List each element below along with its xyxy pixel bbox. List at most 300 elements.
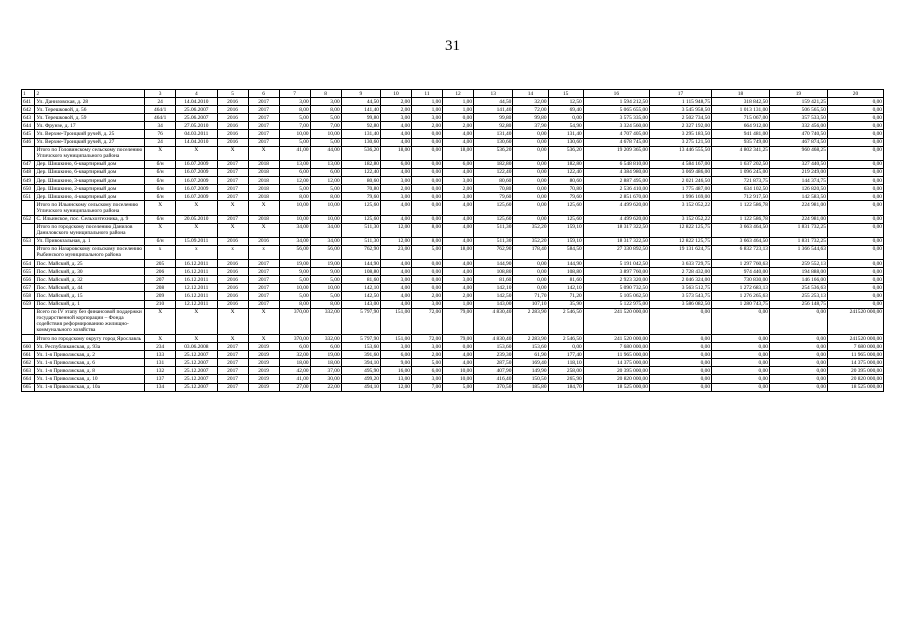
table-cell: 159,10	[548, 223, 583, 237]
table-cell: 4 584 167,00	[649, 160, 711, 168]
table-row	[22, 185, 884, 193]
table-cell: 2017	[217, 383, 248, 391]
row-number: 650	[22, 185, 35, 193]
table-cell: 2016	[217, 237, 248, 245]
table-cell: 0,00	[513, 130, 548, 138]
table-cell: 7,00	[279, 122, 310, 130]
table-cell: 2,00	[412, 122, 443, 130]
table-cell: 12.12.2011	[176, 284, 217, 292]
table-cell: 2 327 192,00	[649, 122, 711, 130]
table-cell: 0,00	[712, 383, 770, 391]
table-cell: 19,00	[310, 260, 341, 268]
row-number: 646	[22, 138, 35, 146]
table-cell: 12,00	[380, 383, 411, 391]
table-cell: 4,00	[380, 260, 411, 268]
table-cell: 25.12.2007	[176, 351, 217, 359]
table-cell: 0,00	[513, 201, 548, 215]
table-cell: 34,00	[310, 223, 341, 237]
row-number: 660	[22, 343, 35, 351]
table-cell: 207	[145, 276, 176, 284]
table-cell: 3 152 052,22	[649, 215, 711, 223]
table-cell: 0,00	[827, 237, 883, 245]
row-number: 647	[22, 160, 35, 168]
table-cell: 2017	[217, 215, 248, 223]
table-cell: 107,10	[513, 300, 548, 308]
table-cell: 5,00	[412, 245, 443, 259]
table-cell: 141,40	[474, 106, 513, 114]
row-number: 643	[22, 114, 35, 122]
address-cell: Ул. Терешковой, д. 59	[35, 114, 145, 122]
table-cell: 2,00	[380, 185, 411, 193]
column-number: 19	[769, 90, 827, 98]
table-cell: 2016	[217, 276, 248, 284]
table-cell: 27.05.2010	[176, 122, 217, 130]
table-cell: 0,00	[827, 168, 883, 176]
table-cell: 5 797,90	[341, 308, 380, 334]
table-cell: 0,00	[513, 177, 548, 185]
table-cell: 4 830,40	[474, 335, 513, 343]
table-cell: 0,00	[513, 160, 548, 168]
table-cell: 2016	[217, 114, 248, 122]
address-cell: Пос. Майский, д. 1	[35, 300, 145, 308]
table-cell: 2017	[217, 343, 248, 351]
row-number: 641	[22, 98, 35, 106]
table-cell: 0,00	[712, 375, 770, 383]
row-number	[22, 245, 35, 259]
table-cell: 7,00	[310, 122, 341, 130]
table-cell: 511,30	[341, 223, 380, 237]
table-cell: 142,10	[474, 284, 513, 292]
table-cell: 3 663 464,50	[712, 237, 770, 245]
table-cell: 2017	[248, 138, 279, 146]
table-cell: 34,00	[279, 237, 310, 245]
table-cell: 0,00	[769, 308, 827, 334]
table-row	[22, 300, 884, 308]
table-cell: 0,00	[412, 160, 443, 168]
table-cell: 34,00	[310, 237, 341, 245]
table-cell: 6 832 723,13	[712, 245, 770, 259]
table-cell: 0,00	[827, 201, 883, 215]
column-number: 17	[649, 90, 711, 98]
subtotal-row	[22, 245, 884, 259]
table-cell: 0,00	[513, 215, 548, 223]
table-cell: 18 525 000,00	[827, 383, 883, 391]
table-cell: 81,60	[474, 276, 513, 284]
table-cell: 3,00	[412, 114, 443, 122]
table-cell: 3,00	[443, 276, 474, 284]
table-row	[22, 276, 884, 284]
table-cell: 370,00	[279, 335, 310, 343]
table-cell: х	[217, 245, 248, 259]
table-cell: 2017	[217, 375, 248, 383]
table-cell: 144 374,75	[769, 177, 827, 185]
table-cell: 0,00	[827, 245, 883, 259]
table-cell: 2017	[217, 177, 248, 185]
table-cell: 8,00	[412, 223, 443, 237]
table-cell: 224 981,00	[769, 215, 827, 223]
row-number: 648	[22, 168, 35, 176]
table-cell: 4,00	[443, 359, 474, 367]
table-cell: 5 105 062,50	[583, 292, 649, 300]
table-cell: 34,00	[279, 223, 310, 237]
table-cell: 25.12.2007	[176, 383, 217, 391]
table-cell: 4,00	[443, 351, 474, 359]
table-cell: 19,00	[310, 351, 341, 359]
row-number: 658	[22, 292, 35, 300]
table-row	[22, 114, 884, 122]
table-cell: 0,00	[827, 114, 883, 122]
address-cell: Дер. Шишкино, 4-квартирный дом	[35, 193, 145, 201]
table-cell: 0,00	[827, 106, 883, 114]
table-cell: 2016	[217, 130, 248, 138]
table-cell: X	[217, 335, 248, 343]
table-cell: 715 067,00	[712, 114, 770, 122]
table-cell: б/н	[145, 237, 176, 245]
table-cell: 70,80	[341, 185, 380, 193]
table-cell: 1 276 265,63	[712, 292, 770, 300]
table-cell: 153,60	[341, 343, 380, 351]
table-cell: 80,60	[548, 177, 583, 185]
housing-program-table-container	[21, 89, 884, 392]
table-cell: 5,00	[443, 383, 474, 391]
table-row	[22, 160, 884, 168]
table-cell: 0,00	[712, 367, 770, 375]
table-cell: 511,30	[341, 237, 380, 245]
table-cell: б/н	[145, 193, 176, 201]
table-cell: 194 888,00	[769, 268, 827, 276]
table-cell: 0,00	[827, 146, 883, 160]
table-cell: 142,10	[548, 284, 583, 292]
table-cell: 7 680 000,00	[827, 343, 883, 351]
table-cell: 32,00	[513, 98, 548, 106]
table-row	[22, 130, 884, 138]
table-cell: 318 842,50	[712, 98, 770, 106]
table-cell: 6,00	[380, 351, 411, 359]
table-cell: X	[145, 308, 176, 334]
table-cell: 0,00	[412, 177, 443, 185]
address-cell: Итого по городскому округу город Ярославль	[35, 335, 145, 343]
table-cell: 3,00	[380, 114, 411, 122]
table-cell: 2016	[217, 138, 248, 146]
table-cell: 219 249,00	[769, 168, 827, 176]
table-cell: 4,00	[380, 138, 411, 146]
table-cell: 3,00	[412, 375, 443, 383]
table-cell: 0,00	[412, 185, 443, 193]
table-cell: 20 820 000,00	[583, 375, 649, 383]
table-cell: 2 502 734,50	[649, 114, 711, 122]
table-cell: 511,30	[474, 223, 513, 237]
table-cell: 130,60	[548, 138, 583, 146]
table-cell: 4,00	[443, 260, 474, 268]
table-cell: X	[248, 146, 279, 160]
table-cell: 12,50	[548, 98, 583, 106]
table-cell: 10,00	[279, 284, 310, 292]
table-cell: 0,00	[412, 168, 443, 176]
table-cell: 0,00	[769, 351, 827, 359]
table-cell: 3,00	[412, 343, 443, 351]
table-cell: 0,00	[513, 268, 548, 276]
table-cell: 184,70	[548, 383, 583, 391]
address-cell: Ул. Верхне-Троицкий ручей, д. 25	[35, 130, 145, 138]
table-cell: 241 520 000,00	[583, 335, 649, 343]
table-cell: 3 324 560,00	[583, 122, 649, 130]
table-cell: 0,00	[769, 375, 827, 383]
table-cell: б/н	[145, 215, 176, 223]
table-cell: 499,20	[341, 375, 380, 383]
row-number: 649	[22, 177, 35, 185]
table-cell: 0,00	[712, 359, 770, 367]
table-cell: 12 822 125,75	[649, 237, 711, 245]
table-cell: 205	[145, 260, 176, 268]
table-cell: 730 830,00	[712, 276, 770, 284]
table-cell: 4,00	[380, 168, 411, 176]
table-cell: 61,90	[513, 351, 548, 359]
table-cell: 2019	[248, 351, 279, 359]
table-cell: 131,40	[474, 130, 513, 138]
table-cell: х	[248, 245, 279, 259]
table-cell: 92,80	[341, 122, 380, 130]
table-cell: 5,00	[279, 138, 310, 146]
table-cell: 0,00	[412, 284, 443, 292]
table-cell: 25.12.2007	[176, 367, 217, 375]
table-cell: 332,00	[310, 335, 341, 343]
table-cell: 1 280 743,75	[712, 300, 770, 308]
table-cell: 153,60	[513, 343, 548, 351]
table-cell: 4 678 745,00	[583, 138, 649, 146]
table-cell: 25.06.2007	[176, 114, 217, 122]
table-cell: 79,00	[443, 335, 474, 343]
table-cell: 99,80	[341, 114, 380, 122]
address-cell: С. Ильинское, пос. Сельхозтехника, д. 9	[35, 215, 145, 223]
table-cell: 0,00	[827, 215, 883, 223]
table-cell: 1,00	[443, 300, 474, 308]
table-cell: 0,00	[649, 375, 711, 383]
table-cell: 506 565,50	[769, 106, 827, 114]
table-cell: 11 965 000,00	[583, 351, 649, 359]
column-number: 13	[474, 90, 513, 98]
table-cell: 2016	[217, 260, 248, 268]
table-cell: 122,40	[548, 168, 583, 176]
table-cell: 03.06.2008	[176, 343, 217, 351]
row-number: 659	[22, 300, 35, 308]
table-cell: 4,00	[443, 223, 474, 237]
table-cell: 5,00	[310, 114, 341, 122]
table-cell: 4,00	[443, 201, 474, 215]
table-cell: 3,00	[443, 193, 474, 201]
table-cell: 0,00	[513, 138, 548, 146]
table-cell: 2 851 670,00	[583, 193, 649, 201]
table-cell: 108,80	[341, 268, 380, 276]
table-cell: 2017	[248, 106, 279, 114]
table-cell: 9,00	[380, 359, 411, 367]
table-cell: 4,00	[443, 138, 474, 146]
table-cell: 6,00	[412, 367, 443, 375]
table-cell: 15.09.2011	[176, 237, 217, 245]
table-cell: 206	[145, 268, 176, 276]
table-cell: б/н	[145, 160, 176, 168]
table-cell: 5,00	[310, 138, 341, 146]
row-number	[22, 335, 35, 343]
table-cell: 960 468,25	[769, 146, 827, 160]
table-cell: 536,20	[341, 146, 380, 160]
table-cell: 142,50	[341, 292, 380, 300]
table-cell: 19,00	[279, 260, 310, 268]
table-cell: 0,00	[412, 138, 443, 146]
table-cell: 2 283,90	[513, 335, 548, 343]
table-cell: 327 440,50	[769, 160, 827, 168]
table-cell: X	[145, 146, 176, 160]
table-cell: 4,00	[380, 268, 411, 276]
table-cell: X	[145, 223, 176, 237]
table-cell: 209	[145, 292, 176, 300]
table-cell: 0,00	[513, 146, 548, 160]
table-cell: 2,00	[380, 98, 411, 106]
table-cell: 0,00	[827, 300, 883, 308]
table-cell: х	[145, 245, 176, 259]
table-cell: 80,60	[341, 177, 380, 185]
table-cell: X	[217, 308, 248, 334]
table-cell: х	[176, 245, 217, 259]
table-cell: X	[176, 308, 217, 334]
table-cell: 0,00	[548, 343, 583, 351]
table-cell: 10,00	[310, 215, 341, 223]
table-cell: 1,00	[412, 106, 443, 114]
table-cell: 25.06.2007	[176, 106, 217, 114]
table-cell: 0,00	[548, 114, 583, 122]
table-cell: 0,00	[443, 114, 474, 122]
column-number: 14	[513, 90, 548, 98]
table-cell: 352,20	[513, 223, 548, 237]
table-cell: 16.07.2009	[176, 168, 217, 176]
table-cell: 357 533,50	[769, 114, 827, 122]
table-cell: 151,00	[380, 335, 411, 343]
table-cell: 5 191 042,50	[583, 260, 649, 268]
table-cell: 0,00	[412, 193, 443, 201]
page-number: 31	[445, 38, 460, 54]
table-cell: 2,00	[443, 122, 474, 130]
table-cell: 24	[145, 138, 176, 146]
table-cell: 44,00	[310, 146, 341, 160]
table-cell: 6,00	[310, 343, 341, 351]
table-row	[22, 383, 884, 391]
table-cell: 178,40	[513, 245, 548, 259]
column-number: 5	[217, 90, 248, 98]
table-cell: 0,00	[769, 359, 827, 367]
table-cell: 2018	[248, 160, 279, 168]
table-cell: 144,90	[474, 260, 513, 268]
table-cell: 0,00	[412, 130, 443, 138]
table-cell: б/н	[145, 177, 176, 185]
address-cell: Пос. Майский, д. 32	[35, 276, 145, 284]
table-cell: 20 820 000,00	[827, 375, 883, 383]
table-cell: 4,00	[380, 292, 411, 300]
table-cell: 352,20	[513, 237, 548, 245]
column-number: 1	[22, 90, 35, 98]
table-cell: 941 481,00	[712, 130, 770, 138]
table-cell: 241 520 000,00	[583, 308, 649, 334]
table-cell: 4 707 405,00	[583, 130, 649, 138]
table-cell: 2018	[248, 215, 279, 223]
column-number: 15	[548, 90, 583, 98]
address-cell: Ул. Фрунзе, д. 17	[35, 122, 145, 130]
table-cell: 18 525 000,00	[583, 383, 649, 391]
table-cell: 721 873,75	[712, 177, 770, 185]
table-cell: 30,00	[310, 375, 341, 383]
table-cell: 41,00	[279, 146, 310, 160]
table-cell: 5,00	[412, 359, 443, 367]
table-cell: 99,80	[474, 114, 513, 122]
table-cell: 2016	[217, 98, 248, 106]
table-cell: 4 384 980,00	[583, 168, 649, 176]
table-cell: 12,00	[279, 177, 310, 185]
table-cell: 255 253,13	[769, 292, 827, 300]
table-cell: 131,40	[341, 130, 380, 138]
table-cell: 0,00	[649, 367, 711, 375]
table-cell: 0,00	[649, 359, 711, 367]
table-row	[22, 260, 884, 268]
table-cell: 511,30	[474, 237, 513, 245]
table-cell: 1 096 245,00	[712, 168, 770, 176]
table-cell: 72,00	[412, 335, 443, 343]
table-cell: 13,00	[279, 160, 310, 168]
table-cell: 256 148,75	[769, 300, 827, 308]
row-number: 664	[22, 375, 35, 383]
table-cell: 81,60	[341, 276, 380, 284]
table-cell: 6,00	[279, 343, 310, 351]
table-cell: 56,00	[279, 245, 310, 259]
table-cell: б/н	[145, 185, 176, 193]
table-cell: 8,00	[279, 106, 310, 114]
table-cell: 2016	[217, 300, 248, 308]
table-cell: 3,00	[380, 193, 411, 201]
table-cell: 3 152 052,22	[649, 201, 711, 215]
table-cell: 16.12.2011	[176, 276, 217, 284]
table-cell: 142 583,50	[769, 193, 827, 201]
address-cell: Итого по Головинскому сельскому поселению Угличского муниципального района	[35, 146, 145, 160]
table-cell: 20 395 000,00	[827, 367, 883, 375]
table-cell: 254 536,63	[769, 284, 827, 292]
table-cell: 19 131 624,75	[649, 245, 711, 259]
table-cell: 0,00	[712, 308, 770, 334]
table-row	[22, 343, 884, 351]
table-cell: 0,00	[443, 343, 474, 351]
table-cell: 18 317 322,50	[583, 237, 649, 245]
table-cell: 4,00	[380, 122, 411, 130]
table-cell: 2016	[217, 292, 248, 300]
address-cell: Пос. Майский, д. 25	[35, 260, 145, 268]
table-cell: 3 275 121,50	[649, 138, 711, 146]
table-cell: 2017	[248, 268, 279, 276]
column-number: 20	[827, 90, 883, 98]
table-cell: 241520 000,00	[827, 335, 883, 343]
table-cell: X	[217, 146, 248, 160]
table-cell: 150,50	[513, 375, 548, 383]
table-cell: 5,00	[279, 276, 310, 284]
table-cell: 19 209 365,00	[583, 146, 649, 160]
table-cell: 4,00	[443, 237, 474, 245]
table-cell: 0,00	[769, 343, 827, 351]
table-cell: 04.03.2011	[176, 130, 217, 138]
table-cell: 18 317 322,50	[583, 223, 649, 237]
table-cell: 72,00	[513, 106, 548, 114]
table-cell: 3,00	[443, 177, 474, 185]
table-cell: 5,00	[310, 185, 341, 193]
table-cell: 2017	[217, 193, 248, 201]
table-cell: 2 546,50	[548, 308, 583, 334]
table-cell: 2019	[248, 367, 279, 375]
table-cell: 2016	[217, 268, 248, 276]
table-cell: X	[176, 146, 217, 160]
